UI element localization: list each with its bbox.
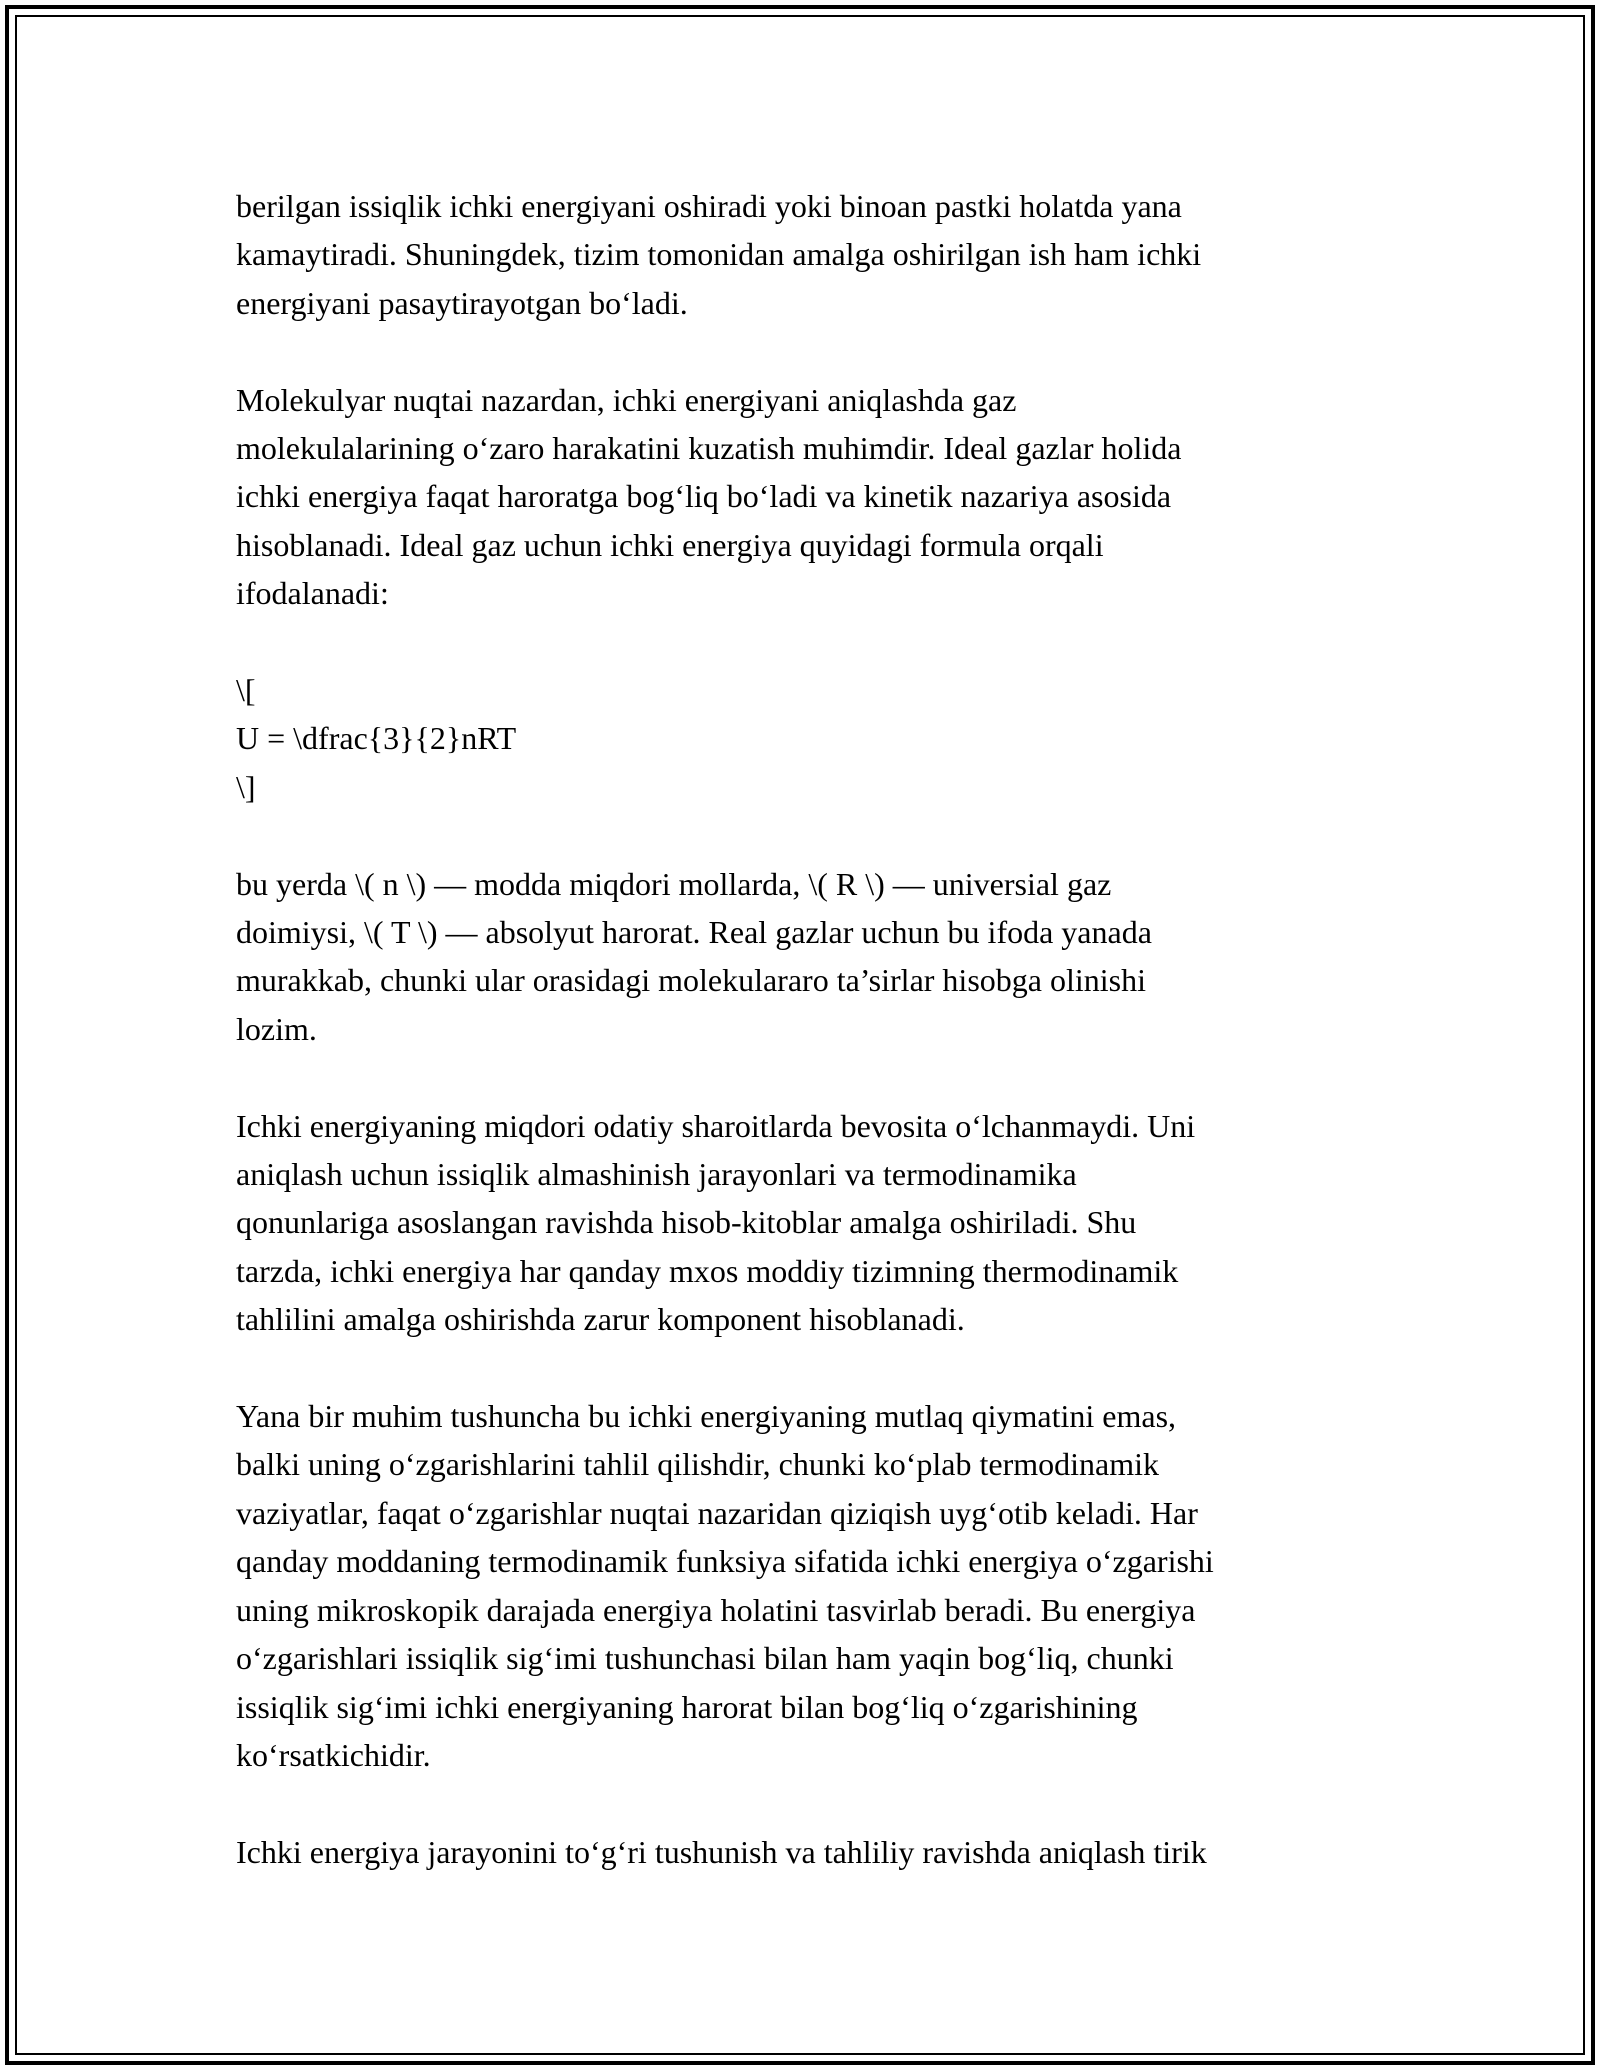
formula-block: \[ U = \dfrac{3}{2}nRT \] — [236, 672, 517, 805]
paragraph-formula-explanation: bu yerda \( n \) — modda miqdori mollarda, \( R \) — universial gaz doimiysi, \( T \) — absolyut harorat. Real gazlar uchun bu ifoda yanada murakkab, chunki ular orasidagi molekulararo ta’sirlar hisobga olinishi lozim. — [236, 865, 1152, 1047]
paragraph-changes: Yana bir muhim tushuncha bu ichki energiyaning mutlaq qiymatini emas, balki uning o‘zgarishlarini tahlil qilishdir, chunki ko‘plab termodinamik vaziyatlar, faqat o‘zgarishlar nuqtai nazaridan qiziqish uyg‘otib keladi. Har qanday moddaning termodinamik funksiya sifatida ichki energiya o‘zgarishi uning mikroskopik darajada energiya holatini tasvirlab beradi. Bu energiya o‘zgarishlari issiqlik sig‘imi tushunchasi bilan ham yaqin bog‘liq, chunki issiqlik sig‘imi ichki energiyaning harorat bilan bog‘liq o‘zgarishining ko‘rsatkichidir. — [236, 1398, 1214, 1773]
paragraph-closing: Ichki energiya jarayonini to‘g‘ri tushunish va tahliliy ravishda aniqlash tirik — [236, 1833, 1207, 1870]
paragraph-heat-work: berilgan issiqlik ichki energiyani oshiradi yoki binoan pastki holatda yana kamaytiradi. Shuningdek, tizim tomonidan amalga oshirilgan ish ham ichki energiyani pasaytirayotgan bo‘ladi. — [236, 188, 1202, 321]
paragraph-measurement: Ichki energiyaning miqdori odatiy sharoitlarda bevosita o‘lchanmaydi. Uni aniqlash uchun issiqlik almashinish jarayonlari va termodinamika qonunlariga asoslangan ravishda hisob-kitoblar amalga oshiriladi. Shu tarzda, ichki energiya har qanday mxos moddiy tizimning thermodinamik tahlilini amalga oshirishda zarur komponent hisoblanadi. — [236, 1107, 1196, 1338]
document-body — [236, 182, 1366, 1876]
paragraph-molecular-view: Molekulyar nuqtai nazardan, ichki energiyani aniqlashda gaz molekulalarining o‘zaro harakatini kuzatish muhimdir. Ideal gazlar holida ichki energiya faqat haroratga bog‘liq bo‘ladi va kinetik nazariya asosida hisoblanadi. Ideal gaz uchun ichki energiya quyidagi formula orqali ifodalanadi: — [236, 381, 1182, 612]
